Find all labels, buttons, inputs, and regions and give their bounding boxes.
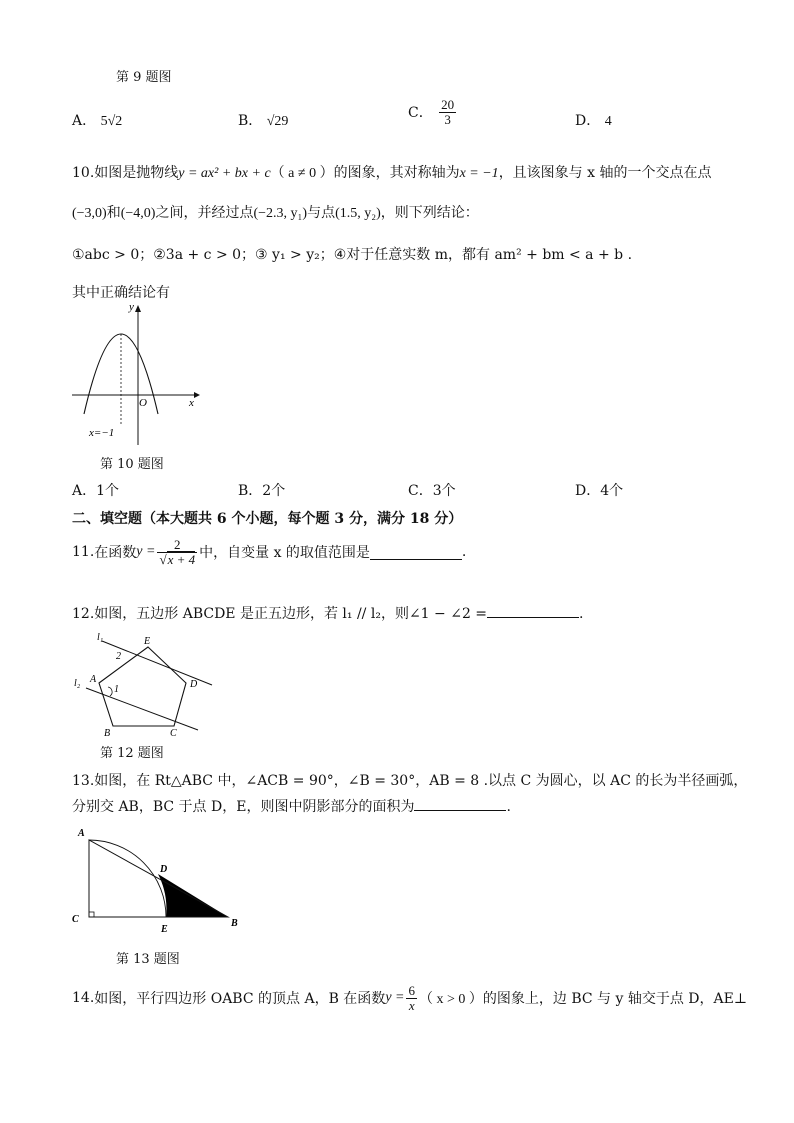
text: 与点 <box>307 205 336 221</box>
equation: y = ax² + bx + c <box>178 166 271 181</box>
q9-figure-caption: 第 9 题图 <box>116 70 172 85</box>
answer-blank <box>370 545 462 560</box>
fraction <box>439 98 456 126</box>
q9-option-b <box>238 110 288 130</box>
label-l2: l₂ <box>74 678 81 689</box>
label-D: D <box>190 679 198 690</box>
fraction-numerator: 2 <box>157 538 197 553</box>
label-A: A <box>90 674 97 685</box>
q10-parabola-figure <box>72 300 202 450</box>
q11-line <box>72 538 466 566</box>
q9-option-a <box>72 110 122 130</box>
arc-AE <box>89 840 166 917</box>
function-lhs: y = <box>136 544 156 560</box>
point: (1.5, y₂) <box>335 206 381 221</box>
text: 的图象，其对称轴为 <box>333 165 460 181</box>
text: 如图，五边形 ABCDE 是正五边形，若 l₁ // l₂，则∠1 − ∠2 = <box>94 606 488 622</box>
option-letter: C． <box>408 105 433 122</box>
q9-option-c <box>408 98 458 126</box>
point: (−2.3, y₁) <box>253 206 308 221</box>
text: ，则下列结论： <box>380 205 479 221</box>
q10-option-b: B．2个 <box>238 483 286 499</box>
section-heading: 二、填空题（本大题共 6 个小题，每个题 3 分，满分 18 分） <box>72 511 463 527</box>
pentagon <box>99 647 186 726</box>
label-C: C <box>72 914 79 925</box>
text: 如图，在 Rt△ABC 中，∠ACB = 90°，∠B = 30°，AB = 8 .以点 C 为圆心，以 AC 的长为半径画弧， <box>94 773 748 789</box>
text: 分别交 AB，BC 于点 D，E，则图中阴影部分的面积为 <box>72 799 415 815</box>
point: (−4,0) <box>120 206 156 221</box>
function-lhs: y = <box>385 990 405 1006</box>
question-number: 13. <box>72 773 95 789</box>
fraction <box>157 538 197 566</box>
answer-blank <box>414 796 506 811</box>
q10-figure-caption: 第 10 题图 <box>100 457 164 472</box>
origin-label: O <box>139 397 147 409</box>
condition: （ a ≠ 0 ） <box>270 166 334 181</box>
q12-figure-caption: 第 12 题图 <box>100 746 164 761</box>
q12-line <box>72 603 583 623</box>
option-letter: D． <box>575 113 601 129</box>
fraction-numerator: 20 <box>441 97 455 112</box>
q13-line-1 <box>72 770 747 790</box>
right-angle-mark <box>89 912 94 917</box>
q10-option-a: A．1个 <box>72 483 120 499</box>
question-number: 11. <box>72 544 95 561</box>
label-E: E <box>161 924 168 935</box>
question-number: 14. <box>72 990 95 1007</box>
triangle-ABC <box>89 840 228 917</box>
label-B: B <box>104 728 111 739</box>
x-axis-arrow <box>194 392 200 398</box>
line-l2 <box>86 688 198 730</box>
y-label: y <box>129 301 134 313</box>
option-value: √29 <box>266 114 289 129</box>
text: . <box>461 544 467 561</box>
label-B: B <box>231 918 238 929</box>
label-D: D <box>160 864 168 875</box>
label-l1: l₁ <box>97 632 104 643</box>
y-axis-arrow <box>135 305 141 312</box>
q14-line <box>72 984 747 1012</box>
q10-ask: 其中正确结论有 <box>72 285 170 301</box>
q13-line-2 <box>72 796 511 816</box>
label-angle-1: 1 <box>114 684 119 695</box>
text: 如图，平行四边形 OABC 的顶点 A，B 在函数 <box>94 991 386 1008</box>
option-letter: A． <box>72 113 97 129</box>
text: . <box>506 799 511 815</box>
text: 如图是抛物线 <box>94 165 179 181</box>
shaded-region <box>158 874 228 917</box>
text: ，且该图象与 x 轴的一个交点在点 <box>498 165 712 181</box>
text: . <box>579 606 584 622</box>
fraction-numerator: 6 <box>408 983 415 998</box>
q10-conclusions: ①abc > 0；②3a + c > 0；③ y₁ > y₂；④对于任意实数 m，都有 am² + bm < a + b . <box>72 247 633 263</box>
label-C: C <box>170 728 177 739</box>
point: (−3,0) <box>72 206 107 221</box>
label-E: E <box>144 636 151 647</box>
q10-option-d: D．4个 <box>575 483 624 499</box>
q10-line-1 <box>72 162 711 182</box>
option-letter: B． <box>238 113 263 129</box>
q12-pentagon-figure <box>72 630 222 740</box>
fraction-denominator: x <box>408 997 415 1013</box>
q13-triangle-figure <box>68 822 248 937</box>
text: 在函数 <box>94 545 137 562</box>
question-number: 10. <box>72 165 95 181</box>
q13-figure-caption: 第 13 题图 <box>116 952 180 967</box>
fraction-denominator: 3 <box>444 111 451 127</box>
answer-blank <box>487 603 579 618</box>
question-number: 12. <box>72 606 95 622</box>
condition: （ x > 0 ） <box>418 992 483 1008</box>
text: 的图象上，边 BC 与 y 轴交于点 D，AE⊥ <box>482 991 748 1008</box>
label-A: A <box>78 828 85 839</box>
radicand: x + 4 <box>167 551 196 567</box>
text: 之间，并经过点 <box>155 205 254 221</box>
x-label: x <box>189 397 194 409</box>
fraction-denominator: √x + 4 <box>159 551 196 567</box>
axis-equation: x = −1 <box>459 166 499 181</box>
text: 中，自变量 x 的取值范围是 <box>199 545 370 562</box>
q9-option-d <box>575 110 612 130</box>
symmetry-axis-label: x=−1 <box>89 427 115 439</box>
option-value: 4 <box>604 114 612 129</box>
label-angle-2: 2 <box>116 651 121 662</box>
option-value: 5√2 <box>100 114 123 129</box>
text: 和 <box>106 205 121 221</box>
q10-option-c: C．3个 <box>408 483 456 499</box>
angle-1-arc <box>108 687 112 696</box>
fraction <box>406 984 417 1012</box>
q10-line-2 <box>72 202 479 222</box>
